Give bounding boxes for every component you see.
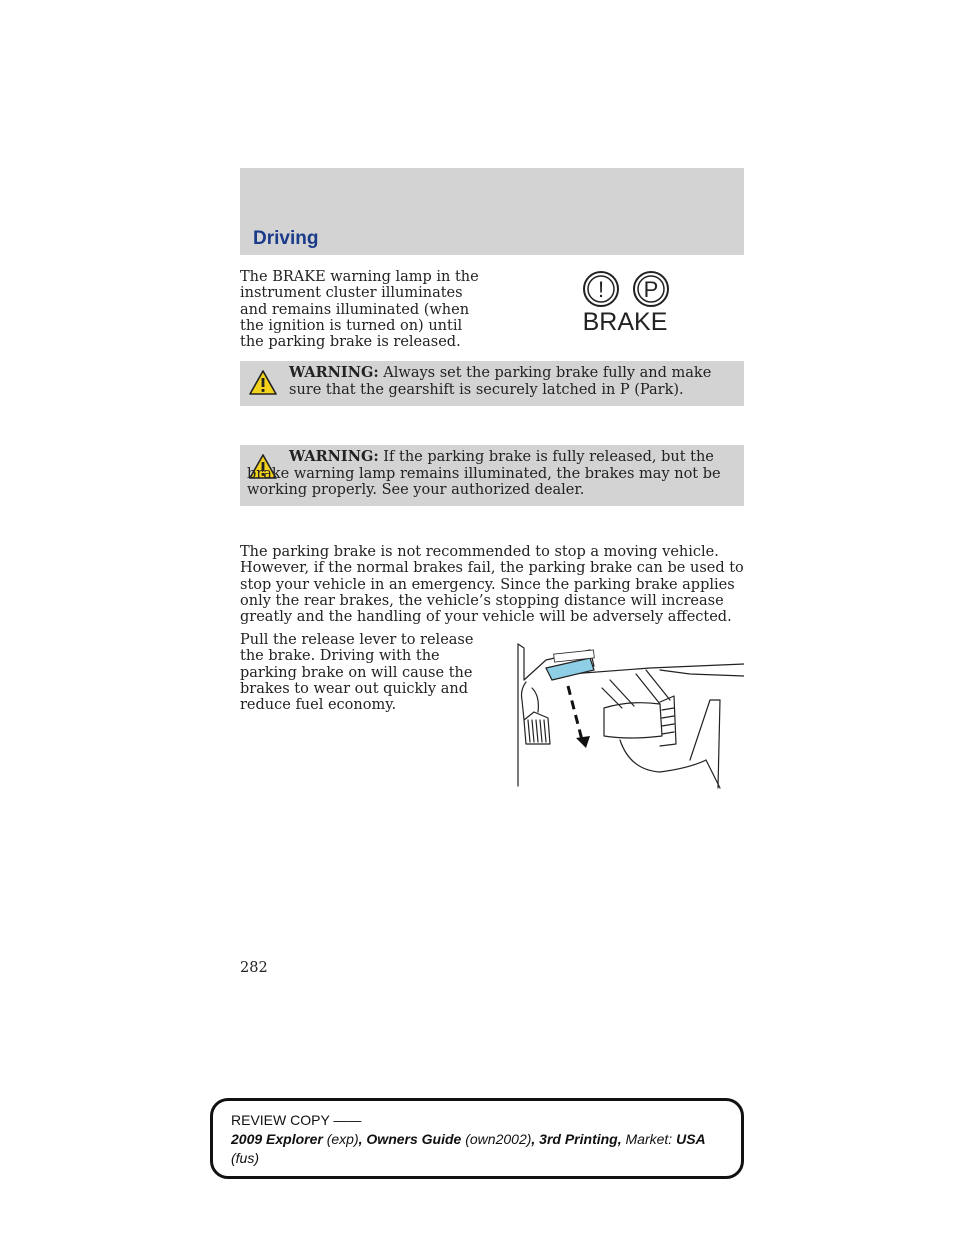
page-number: 282 bbox=[240, 960, 268, 976]
footer-text bbox=[231, 1111, 729, 1168]
warning-text bbox=[247, 449, 736, 499]
brake-warning-lamp-icon bbox=[577, 270, 673, 336]
footer-guide-code: (own2002) bbox=[465, 1131, 532, 1147]
footer-model-code: (exp) bbox=[326, 1131, 359, 1147]
footer-market-code: (fus) bbox=[231, 1150, 259, 1166]
warning-triangle-icon bbox=[248, 369, 278, 396]
emergency-paragraph: The parking brake is not recommended to stop a moving vehicle. However, if the normal brakes fail, the parking brake can be used to stop your vehicle in an emergency. Since the parking brake applies only the rear brakes, the vehicle’s stopping distance will increase greatly and the handling of your vehicle will be adversely affected. bbox=[240, 544, 744, 626]
warning-box-gearshift bbox=[240, 361, 744, 406]
section-title: Driving bbox=[253, 228, 319, 249]
warning-text bbox=[289, 365, 736, 398]
footer-model: 2009 Explorer bbox=[231, 1131, 323, 1147]
warning-label: WARNING: bbox=[289, 448, 379, 465]
release-paragraph: Pull the release lever to release the brake. Driving with the parking brake on will cause the brakes to wear out quickly and reduce fuel economy. bbox=[240, 632, 474, 714]
footer-market: USA bbox=[676, 1131, 706, 1147]
warning-body: If the parking brake is fully released, but the brake warning lamp remains illuminated, the brakes may not be working properly. See your authorized dealer. bbox=[247, 449, 721, 498]
brake-label: BRAKE bbox=[582, 308, 668, 336]
parking-brake-release-illustration bbox=[510, 640, 744, 790]
exclamation-glyph: ! bbox=[597, 277, 605, 302]
warning-box-brake-lamp bbox=[240, 445, 744, 506]
warning-body: Always set the parking brake fully and make sure that the gearshift is securely latched in P (Park). bbox=[289, 365, 712, 398]
footer-line-2 bbox=[231, 1130, 729, 1149]
warning-label: WARNING: bbox=[289, 364, 379, 381]
footer-printing: , 3rd Printing, bbox=[531, 1131, 622, 1147]
p-glyph: P bbox=[643, 277, 659, 302]
footer-line-1: REVIEW COPY —— bbox=[231, 1112, 362, 1128]
footer-market-label: Market: bbox=[625, 1131, 673, 1147]
intro-paragraph: The BRAKE warning lamp in the instrument cluster illuminates and remains illuminated (when the ignition is turned on) until the parking brake is released. bbox=[240, 269, 479, 351]
footer-guide: , Owners Guide bbox=[358, 1131, 462, 1147]
review-copy-footer bbox=[210, 1098, 744, 1179]
